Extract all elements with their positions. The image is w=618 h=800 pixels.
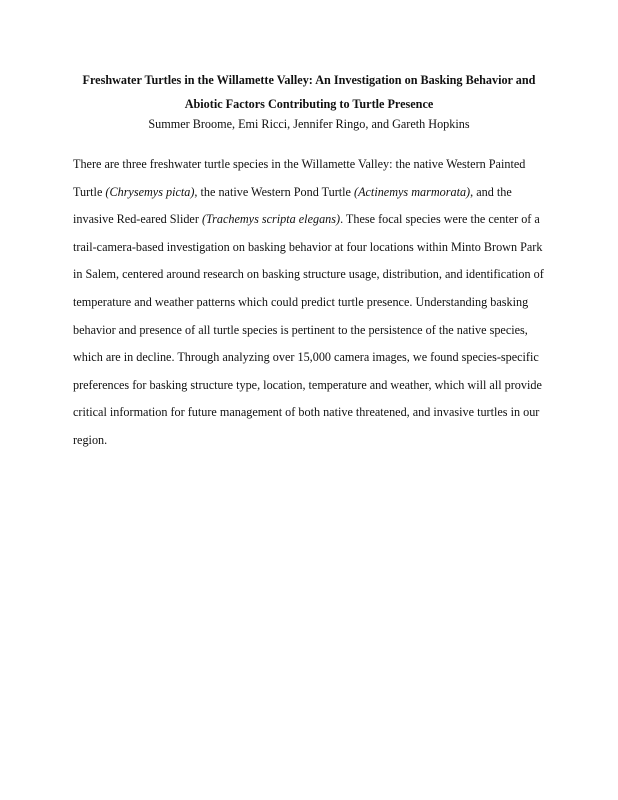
author-list: Summer Broome, Emi Ricci, Jennifer Ringo, and Gareth Hopkins [148, 117, 470, 131]
document-title [50, 68, 568, 116]
abstract-text-1: There are three freshwater turtle species in the Willamette Valley: the native Western Painted Turtle [73, 157, 526, 199]
abstract-text-3: , and the invasive Red-eared Slider [73, 184, 512, 227]
abstract-paragraph [73, 151, 551, 455]
abstract-text-2: , the native Western Pond Turtle [194, 184, 355, 199]
title-line-1: Freshwater Turtles in the Willamette Valley: An Investigation on Basking Behavior and [82, 73, 536, 87]
title-line-2: Abiotic Factors Contributing to Turtle Presence [184, 97, 434, 111]
abstract-text-4: . These focal species were the center of a trail-camera-based investigation on basking behavior at four locations within Minto Brown Park in Salem, centered around research on basking structure usage, distribution, and identification of temperature and weather patterns which could predict turtle presence. Understanding basking behavior and presence of all turtle species is pertinent to the persistence of the native species, which are in decline. Through analyzing over 15,000 camera images, we found species-specific preferences for basking structure type, location, temperature and weather, which will all provide critical information for future management of both native threatened, and invasive turtles in our region. [73, 212, 544, 447]
species-name-red-eared-slider: (Trachemys scripta elegans) [201, 212, 341, 227]
species-name-pond-turtle: (Actinemys marmorata) [354, 184, 471, 199]
species-name-painted-turtle: (Chrysemys picta) [105, 184, 195, 199]
